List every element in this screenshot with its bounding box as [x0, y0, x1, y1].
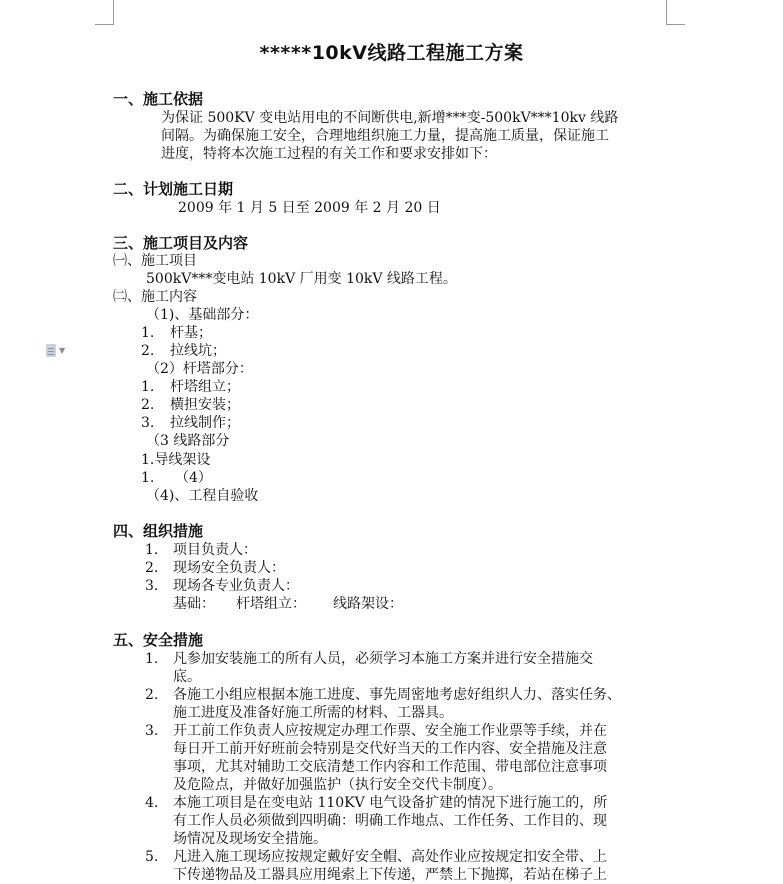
paragraph-line: 凡进入施工现场应按规定戴好安全帽、高处作业应按规定扣安全带、上: [173, 849, 607, 865]
chevron-down-icon: ▼: [59, 345, 66, 355]
list-item: 现场安全负责人：: [173, 560, 285, 576]
paragraph-options-icon[interactable]: [46, 342, 72, 358]
paragraph-line: 间隔。为确保施工安全，合理地组织施工力量，提高施工质量，保证施工: [161, 128, 609, 144]
list-number: 1.: [145, 542, 159, 558]
page-corner-mark-right-h: [666, 24, 685, 25]
document-icon: [46, 344, 56, 357]
paragraph-line: 每日开工前开好班前会特别是交代好当天的工作内容、安全措施及注意: [173, 741, 607, 757]
page-corner-mark-right: [666, 0, 667, 24]
list-number: 1.: [141, 470, 155, 486]
list-item: 横担安装；: [170, 397, 240, 413]
list-number: 3.: [141, 415, 155, 431]
list-number: 1.: [141, 325, 155, 341]
list-number: 1.: [141, 379, 155, 395]
list-item: （4）: [175, 470, 212, 486]
list-item: 项目负责人：: [173, 542, 257, 558]
section-heading-3: 三、施工项目及内容: [113, 234, 249, 252]
list-number: 1.: [145, 651, 159, 667]
list-number: 4.: [145, 795, 159, 811]
paragraph-line: 有工作人员必须做到四明确：明确工作地点、工作任务、工作目的、现: [173, 813, 607, 829]
paragraph-line: 事项，尤其对辅助工交底清楚工作内容和工作范围、带电部位注意事项: [173, 759, 607, 775]
list-number: 2.: [145, 687, 159, 703]
section-heading-4: 四、组织措施: [113, 522, 204, 540]
section-heading-2: 二、计划施工日期: [113, 180, 234, 198]
list-number: 3.: [145, 723, 159, 739]
paragraph-line: 及危险点，并做好加强监护（执行安全交代卡制度）。: [173, 777, 502, 793]
paragraph-line: 本施工项目是在变电站 110KV 电气设备扩建的情况下进行施工的，所: [173, 795, 608, 811]
subheading: ㈠、施工项目: [113, 253, 197, 269]
paragraph-line: 进度，特将本次施工过程的有关工作和要求安排如下：: [161, 146, 497, 162]
subheading: （3 线路部分: [146, 433, 230, 449]
list-item: 杆基；: [170, 325, 212, 341]
list-number: 2.: [141, 343, 155, 359]
list-item: 拉线坑；: [170, 343, 226, 359]
paragraph-line: 凡参加安装施工的所有人员，必须学习本施工方案并进行安全措施交: [173, 651, 593, 667]
paragraph-line: 下传递物品及工器具应用绳索上下传递，严禁上下抛掷，若站在梯子上: [173, 867, 607, 883]
list-number: 2.: [145, 560, 159, 576]
section-heading-1: 一、施工依据: [113, 90, 204, 108]
list-item: 现场各专业负责人：: [173, 578, 299, 594]
paragraph-line: 开工前工作负责人应按规定办理工作票、安全施工作业票等手续，并在: [173, 723, 607, 739]
paragraph-line: 底。: [173, 669, 201, 685]
list-number: 5.: [145, 849, 159, 865]
section-heading-5: 五、安全措施: [113, 631, 204, 649]
subheading: ㈡、施工内容: [113, 289, 197, 305]
paragraph-line: 施工进度及准备好施工所需的材料、工器具。: [173, 705, 453, 721]
page-corner-mark-left: [113, 0, 114, 24]
subheading: （4)、工程自验收: [146, 488, 259, 504]
responsible-line: 线路架设：: [333, 596, 403, 612]
subheading: （2）杆塔部分：: [146, 361, 253, 377]
paragraph-line: 场情况及现场安全措施。: [173, 831, 327, 847]
list-number: 3.: [145, 578, 159, 594]
responsible-tower: 杆塔组立：: [236, 596, 306, 612]
responsible-foundation: 基础：: [173, 596, 215, 612]
paragraph-line: 为保证 500KV 变电站用电的不间断供电,新增***变-500kV***10kv 线路: [161, 110, 619, 126]
paragraph-line: 500kV***变电站 10kV 厂用变 10kV 线路工程。: [146, 271, 457, 287]
subheading: （1)、基础部分：: [146, 307, 259, 323]
list-number: 2.: [141, 397, 155, 413]
list-item: 1.导线架设: [141, 452, 211, 468]
list-item: 拉线制作；: [170, 415, 240, 431]
paragraph-line: 各施工小组应根据本施工进度、事先周密地考虑好组织人力、落实任务、: [173, 687, 621, 703]
document-title: *****10kV线路工程施工方案: [259, 42, 524, 64]
construction-date: 2009 年 1 月 5 日至 2009 年 2 月 20 日: [178, 200, 441, 216]
list-item: 杆塔组立；: [170, 379, 240, 395]
page-corner-mark-left-h: [95, 24, 114, 25]
